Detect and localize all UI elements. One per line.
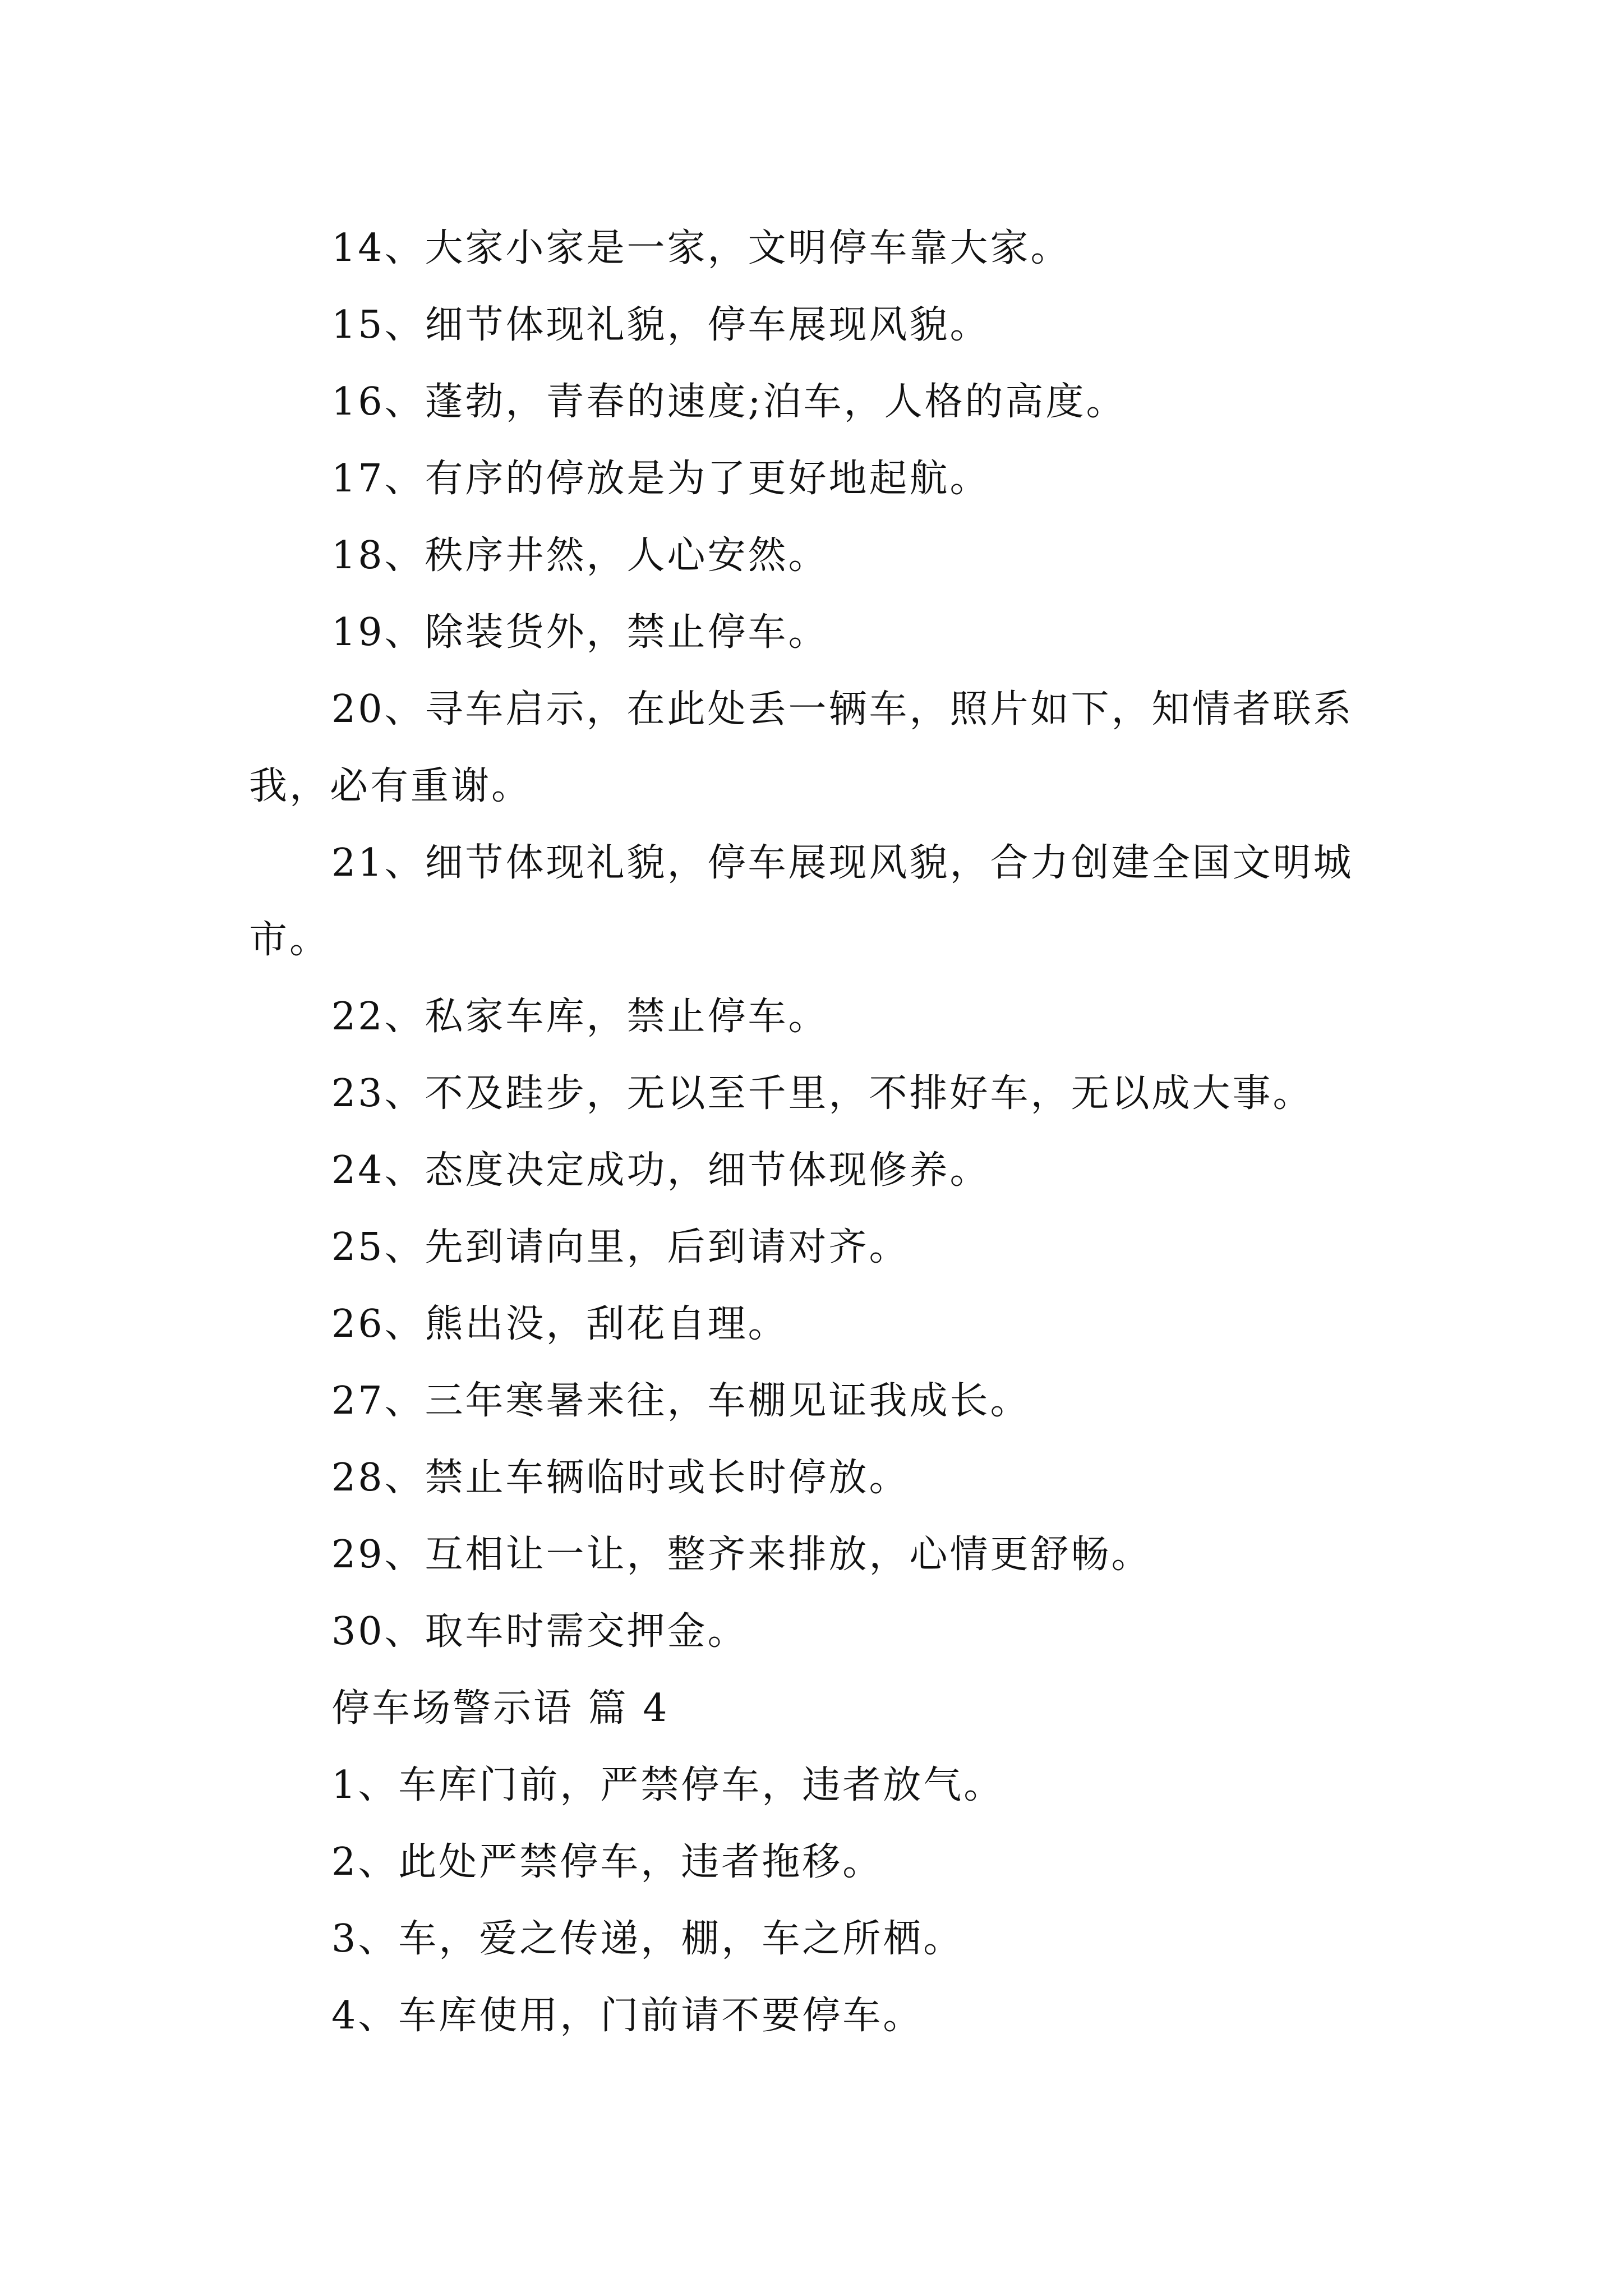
list-item: 1、车库门前，严禁停车，违者放气。 (331, 1763, 1004, 1807)
list-item: 14、大家小家是一家，文明停车靠大家。 (331, 226, 1071, 270)
list-item: 3、车，爱之传递，棚，车之所栖。 (331, 1917, 964, 1961)
list-item: 30、取车时需交押金。 (331, 1609, 748, 1654)
section-heading: 停车场警示语 篇 4 (331, 1686, 670, 1731)
list-item: 26、熊出没，刮花自理。 (331, 1302, 789, 1346)
list-item: 29、互相让一让，整齐来排放，心情更舒畅。 (331, 1533, 1152, 1577)
list-item: 22、私家车库，禁止停车。 (331, 995, 829, 1039)
list-item: 2、此处严禁停车，违者拖移。 (331, 1840, 883, 1884)
list-item: 18、秩序井然，人心安然。 (331, 533, 829, 578)
list-item: 23、不及跬步，无以至千里，不排好车，无以成大事。 (331, 1071, 1313, 1116)
document-body (249, 210, 1410, 2054)
list-item: 28、禁止车辆临时或长时停放。 (331, 1456, 910, 1500)
list-item: 17、有序的停放是为了更好地起航。 (331, 457, 990, 501)
list-item: 19、除装货外，禁止停车。 (331, 610, 829, 655)
list-item: 21、细节体现礼貌，停车展现风貌，合力创建全国文明城市。 (249, 841, 1354, 962)
list-item: 4、车库使用，门前请不要停车。 (331, 1994, 924, 2038)
list-item: 27、三年寒暑来往，车棚见证我成长。 (331, 1379, 1031, 1423)
list-item: 16、蓬勃，青春的速度;泊车，人格的高度。 (331, 380, 1127, 424)
list-item: 25、先到请向里，后到请对齐。 (331, 1225, 910, 1269)
list-item: 15、细节体现礼貌，停车展现风貌。 (331, 303, 990, 347)
list-item: 20、寻车启示，在此处丢一辆车，照片如下，知情者联系我，必有重谢。 (249, 687, 1354, 808)
list-item: 24、态度决定成功，细节体现修养。 (331, 1148, 990, 1193)
